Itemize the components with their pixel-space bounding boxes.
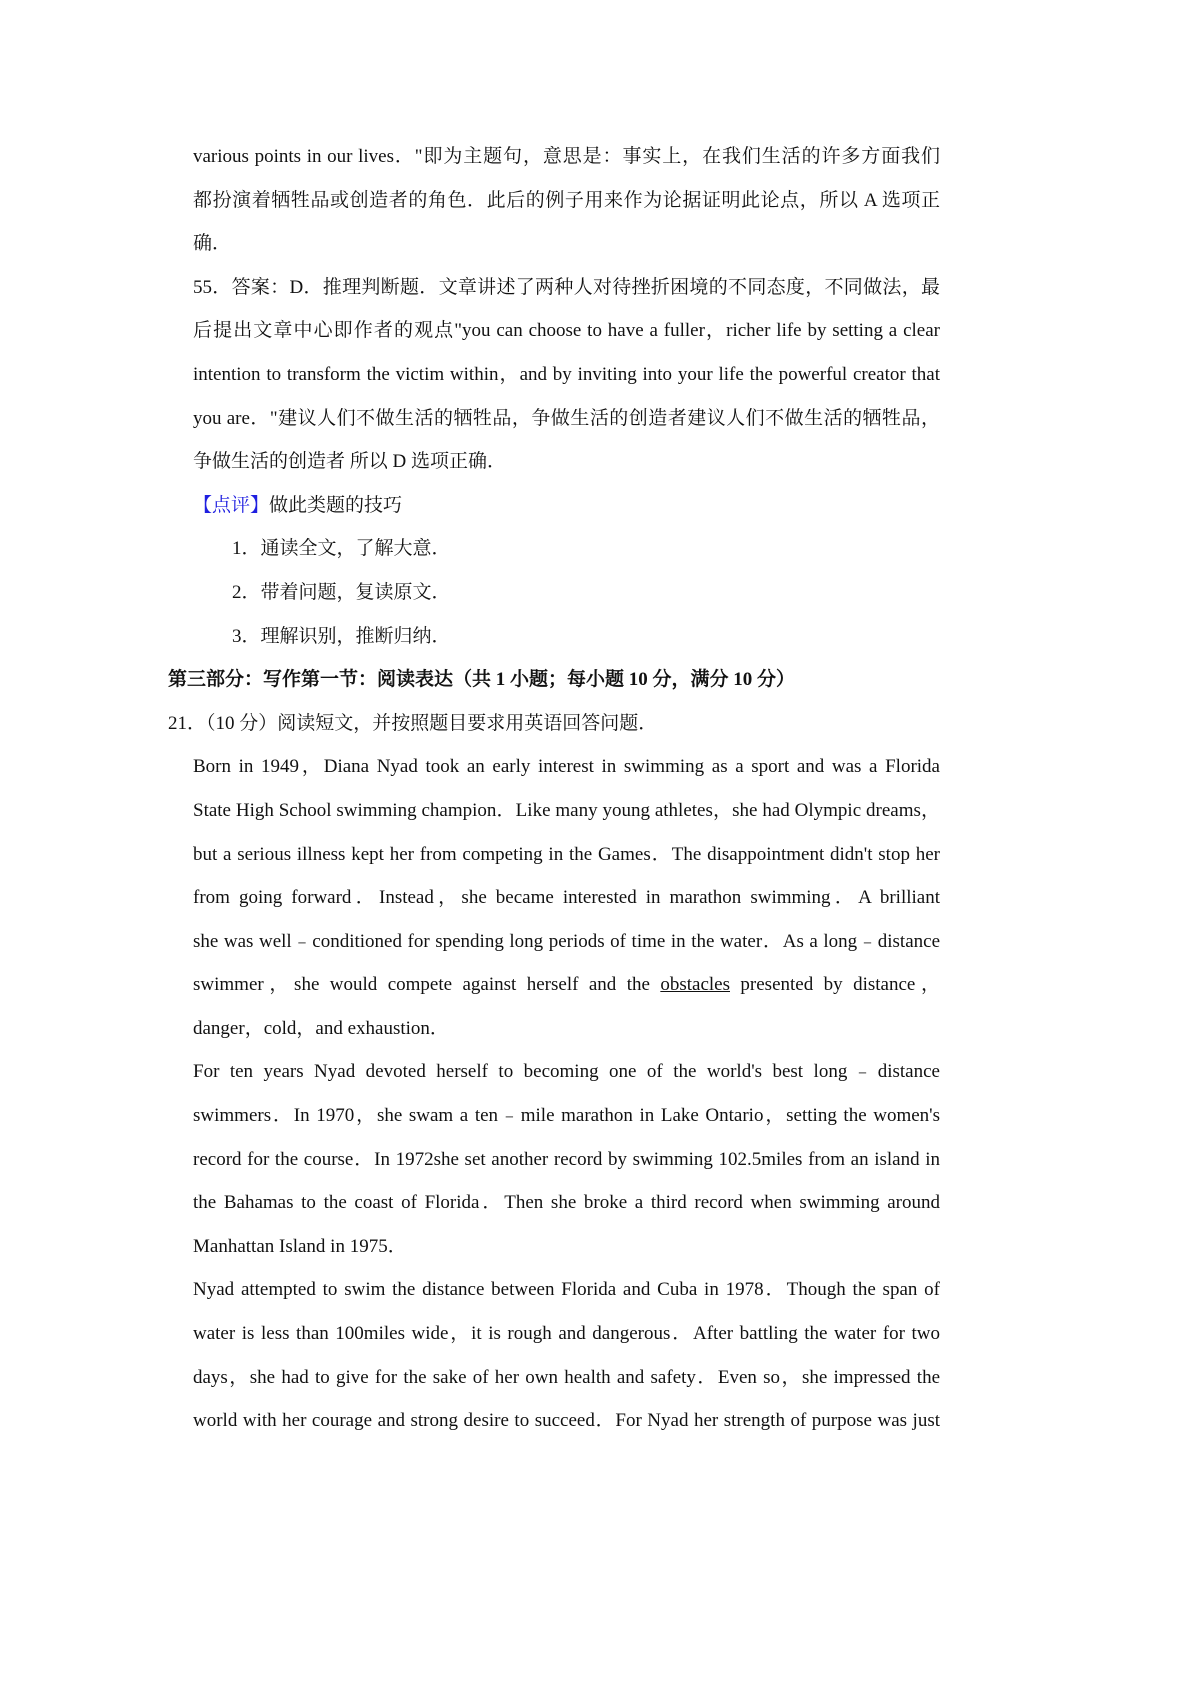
passage-line: Nyad attempted to swim the distance between Florida and Cuba in 1978．Though the span of bbox=[193, 1279, 940, 1301]
passage-line: State High School swimming champion．Like many young athletes，she had Olympic dreams， bbox=[193, 799, 940, 821]
passage-line: she was well﹣conditioned for spending long periods of time in the water．As a long﹣distance bbox=[193, 930, 940, 952]
passage-line: For ten years Nyad devoted herself to becoming one of the world's best long﹣distance bbox=[193, 1061, 940, 1083]
section-heading: 第三部分：写作第一节：阅读表达（共 1 小题；每小题 10 分，满分 10 分） bbox=[168, 669, 796, 691]
question-prompt: 21．（10 分）阅读短文，并按照题目要求用英语回答问题． bbox=[168, 712, 658, 734]
comment-heading bbox=[193, 484, 940, 528]
answer-55-line: 55．答案：D．推理判断题．文章讲述了两种人对待挫折困境的不同态度，不同做法，最 bbox=[193, 276, 940, 298]
passage-line: Manhattan Island in 1975． bbox=[193, 1235, 407, 1257]
passage-line: the Bahamas to the coast of Florida．Then she broke a third record when swimming around bbox=[193, 1192, 940, 1214]
passage-text: presented by distance， bbox=[740, 974, 940, 996]
tip-item: 2．带着问题，复读原文． bbox=[232, 581, 451, 603]
passage-line: swimmers．In 1970，she swam a ten﹣mile marathon in Lake Ontario，setting the women's bbox=[193, 1105, 940, 1127]
passage-line: record for the course．In 1972she set another record by swimming 102.5miles from an island in bbox=[193, 1148, 940, 1170]
comment-title: 做此类题的技巧 bbox=[269, 494, 403, 516]
passage-line: from going forward．Instead，she became interested in marathon swimming．A brilliant bbox=[193, 887, 940, 909]
text-line: various points in our lives．"即为主题句，意思是：事实上，在我们生活的许多方面我们 bbox=[193, 146, 940, 167]
passage-line: world with her courage and strong desire to succeed．For Nyad her strength of purpose was just bbox=[193, 1410, 940, 1432]
passage-line: water is less than 100miles wide，it is rough and dangerous．After battling the water for two bbox=[193, 1323, 940, 1345]
passage-line: danger，cold，and exhaustion． bbox=[193, 1017, 449, 1039]
tip-item: 3．理解识别，推断归纳． bbox=[232, 625, 451, 647]
passage-line: but a serious illness kept her from competing in the Games．The disappointment didn't stop her bbox=[193, 843, 940, 865]
answer-55-line: you are．"建议人们不做生活的牺牲品，争做生活的创造者建议人们不做生活的牺牲品， bbox=[193, 407, 940, 429]
passage-line bbox=[193, 963, 940, 1007]
underlined-word: obstacles bbox=[660, 974, 730, 996]
text-line: 都扮演着牺牲品或创造者的角色．此后的例子用来作为论据证明此论点，所以 A 选项正 bbox=[193, 189, 940, 211]
passage-text: swimmer，she would compete against herself and the bbox=[193, 974, 650, 996]
passage-line: Born in 1949，Diana Nyad took an early interest in swimming as a sport and was a Florida bbox=[193, 756, 940, 778]
comment-tag: 【点评】 bbox=[193, 494, 270, 516]
document-page bbox=[0, 135, 1200, 1443]
answer-55-line: intention to transform the victim within，and by inviting into your life the powerful creator that bbox=[193, 363, 940, 385]
answer-55-line: 争做生活的创造者 所以 D 选项正确． bbox=[193, 451, 506, 473]
text-line: 确． bbox=[193, 233, 232, 255]
passage-line: days，she had to give for the sake of her own health and safety．Even so，she impressed the bbox=[193, 1366, 940, 1388]
tip-item: 1．通读全文，了解大意． bbox=[232, 538, 451, 560]
answer-55-line: 后提出文章中心即作者的观点"you can choose to have a fuller，richer life by setting a clear bbox=[193, 320, 940, 342]
